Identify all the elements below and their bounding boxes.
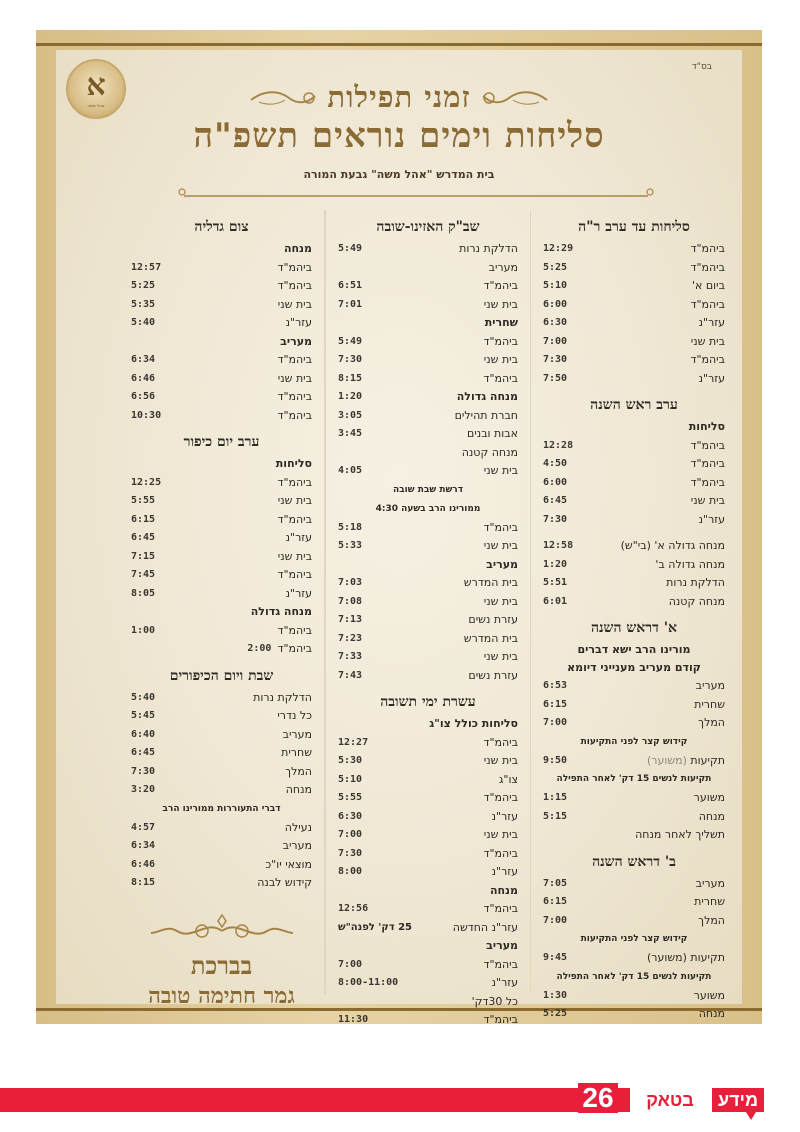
gold-frame [36,30,762,1024]
brand-name-part-2: בטאק [630,1088,710,1112]
section-title-shabbat-yom-kippur: שבת ויום הכיפורים [169,667,274,684]
time-row: כל 30דק' [471,994,518,1008]
time-row: ביהמ"ד 6:00 [543,475,725,489]
brand-name-part-1: מידע [712,1088,764,1112]
time-row: ביהמ"ד 6:15 [131,512,312,526]
time-row: מנחה 5:25 [543,1007,725,1020]
section-title-rh-day-1: א' דראש השנה [590,620,678,636]
spacer [543,529,725,537]
time-row: עזר"נ 7:50 [543,371,725,385]
blessing-block [131,911,312,1011]
time-row: ביהמ"ד 6:56 [131,390,312,403]
time-row: בית שני 5:55 [131,494,312,507]
subhead-maariv: מעריב [486,557,518,571]
time-row: עזר"נ 8:05 [131,586,312,600]
section-title-slichot-until-erev-rh: סליחות עד ערב ר"ה [578,219,690,235]
time-row: מנחה גדולה א' (בי"ש) 12:58 [543,539,725,552]
section-title-aseret-yemei-teshuva: עשרת ימי תשובה [380,694,476,710]
time-row: מעריב 7:05 [543,876,725,890]
time-row: ביהמ"ד 10:30 [131,408,312,422]
time-row: ביהמ"ד 12:27 [338,735,518,749]
time-row: ביהמ"ד 11:30 [338,1013,518,1026]
time-row: בית שני 7:01 [338,297,518,311]
subhead-maariv: מעריב [486,939,518,952]
title-row [56,80,742,115]
tekiot-row: תקיעות (משוער) 9:45 [543,951,725,964]
subhead-row: מעריב [488,260,518,274]
time-row: עזר"נ 5:40 [131,316,312,329]
schedule-columns [108,210,737,1026]
time-row: בית שני 6:45 [543,494,725,507]
time-row: מנחה קטנה 6:01 [543,594,725,608]
time-row: אבות ובנים 3:45 [338,427,518,440]
time-row: ביהמ"ד 8:15 [338,371,518,385]
logo-caption: אהל משה [87,102,105,108]
time-row: הדלקת נרות 5:49 [338,242,518,255]
time-row: ביהמ"ד 7:30 [543,353,725,366]
time-row: ביהמ"ד 12:25 [131,475,312,489]
drasha-note-line-2: ממורינו הרב בשעה 4:30 [375,503,481,514]
time-row: בית שני 6:46 [131,371,312,385]
time-row: מנחה 5:15 [543,809,725,823]
time-row: מוצאי יו"כ 6:46 [131,857,312,871]
time-row: עזרת נשים 7:43 [338,668,518,682]
section-title-shabbat-shuva: שב"ק האזינו-שובה [376,219,480,235]
time-row: בית שני 5:35 [131,297,312,311]
footer-red-bar [0,1088,640,1112]
time-row: ביהמ"ד 5:25 [131,279,312,292]
time-row: מנחה גדולה 1:20 [338,390,518,403]
subhead-mincha-gedola: מנחה גדולה [250,605,312,618]
time-row: ביהמ"ד 12:29 [543,242,725,255]
women-tekiot-note: תקיעות לנשים 15 דק' לאחר התפילה [556,774,712,784]
time-row: עזר"נ 8:00-11:00 [338,976,518,989]
flourish-left-icon [249,88,319,108]
subhead-mincha: מנחה [489,883,518,897]
kiddush-note: קידוש קצר לפני התקיעות [580,934,688,944]
rav-note-line-2: קודם מעריב מענייני דיומא [567,661,701,674]
time-row: עזר"נ 8:00 [338,865,518,878]
time-row: בית שני 4:05 [338,464,518,477]
time-row: ביהמ"ד 1:00 [131,623,312,637]
time-row: כל נדרי 5:45 [131,709,312,722]
time-row: ביהמ"ד 6:34 [131,353,312,366]
time-row: בית שני 5:33 [338,539,518,552]
time-row: עזר"נ החדשה 25 דק' לפנה"ש [338,920,518,934]
time-row: ביהמ"ד 6:51 [338,279,518,292]
time-row: שחרית 6:45 [131,746,312,759]
time-row: ביהמ"ד 5:49 [338,334,518,348]
time-row: שחרית 6:15 [543,697,725,711]
schedule-poster [56,50,742,1026]
women-tekiot-note: תקיעות לנשים 15 דק' לאחר התפילה [556,971,712,982]
time-row: עזר"נ 6:30 [338,809,518,823]
time-row: ביהמ"ד 4:50 [543,457,725,470]
time-row: ביהמ"ד 12:56 [338,902,518,915]
title-line-2: סליחות וימים נוראים תשפ"ה [193,116,605,156]
time-row: עזר"נ 6:30 [543,316,725,329]
time-row: ביהמ"ד 5:18 [338,520,518,534]
title-line-1: זמני תפילות [327,80,471,114]
decorative-rule-icon [176,188,656,198]
ornament-icon [147,911,297,945]
time-row: ביהמ"ד 12:57 [131,260,312,274]
page-number: 26 [578,1083,618,1113]
frame-top-line [36,43,762,46]
section-title-erev-yom-kippur: ערב יום כיפור [183,434,260,450]
bsd-mark: בס"ד [691,62,712,72]
section-title-tzom-gedalia: צום גדליה [194,219,249,235]
time-row: עזר"נ 6:45 [131,531,312,544]
subhead-shacharit: שחרית [484,316,518,329]
aleph-logo-icon: א [86,67,106,103]
subhead-maariv: מעריב [280,334,312,348]
time-row: שחרית 6:15 [543,895,725,908]
time-row: נעילה 4:57 [131,820,312,834]
time-row: חברת תהילים 3:05 [338,408,518,422]
time-row: ביהמ"ד 7:30 [338,846,518,860]
time-row: בית שני 7:15 [131,549,312,563]
section-title-erev-rosh-hashana: ערב ראש השנה [590,397,678,413]
time-row: בית המדרש 7:23 [338,631,518,645]
time-row: משוער 1:15 [543,791,725,804]
section-title-rh-day-2: ב' דראש השנה [592,853,676,870]
blessing-line-1: בברכת [190,950,253,980]
time-row: מנחה 3:20 [131,783,312,796]
time-row: עזרת נשים 7:13 [338,613,518,626]
time-row: המלך 7:00 [543,913,725,927]
time-row: המלך 7:00 [543,716,725,729]
column-left [119,210,325,1009]
speech-tail-icon [746,1112,756,1120]
time-row: בית שני 7:00 [338,828,518,841]
time-row: בית שני 7:33 [338,650,518,663]
time-row: מנחה גדולה ב' 1:20 [543,557,725,571]
rav-address-note: דברי התעוררות ממורינו הרב [162,803,281,814]
time-row: בית המדרש 7:03 [338,576,518,589]
column-middle [325,210,531,1026]
time-row: ביהמ"ד 12:28 [543,438,725,452]
time-row: ביהמ"ד 5:25 [543,260,725,274]
time-row: בית שני 7:30 [338,353,518,366]
blessing-line-2: גמר חתימה טובה [148,982,295,1009]
time-row: ביהמ"ד 5:55 [338,791,518,804]
subhead-slichot: סליחות [688,420,725,433]
subtitle: בית המדרש "אהל משה" גבעת המורה [303,168,495,181]
time-row: תשליך לאחר מנחה [635,828,725,841]
tekiot-row: תקיעות (משוער) 9:50 [543,753,725,767]
time-row: ביהמ"ד 7:45 [131,568,312,581]
time-row: מנחה קטנה [461,445,518,459]
time-row: ביהמ"ד 7:00 [338,957,518,971]
time-row: הדלקת נרות 5:51 [543,576,725,589]
time-row: קידוש לבנה 8:15 [131,876,312,889]
subhead-slichot: סליחות כולל צו"ג [429,717,518,730]
subhead-mincha: מנחה [283,242,312,255]
subhead-slichot: סליחות [275,457,312,470]
kiddush-note: קידוש קצר לפני התקיעות [580,736,688,747]
time-row: ביום א' 5:10 [543,279,725,292]
rav-note-line-1: מורינו הרב ישא דברים [577,643,691,656]
time-row: עזר"נ 7:30 [543,512,725,526]
time-row: בית שני 7:08 [338,594,518,608]
time-row: ביהמ"ד 6:00 [543,297,725,311]
time-row: בית שני 7:00 [543,334,725,348]
time-row: מעריב 6:53 [543,679,725,692]
flourish-right-icon [479,88,549,108]
time-row: בית שני 5:30 [338,754,518,767]
drasha-note-line-1: דרשת שבת שובה [393,484,463,495]
time-row: משוער 1:30 [543,988,725,1002]
time-row: מעריב 6:40 [131,727,312,741]
time-row: מעריב 6:34 [131,839,312,852]
time-row: צו"ג 5:10 [338,772,518,786]
time-row: הדלקת נרות 5:40 [131,690,312,704]
column-right [531,210,737,1020]
time-row-inline: ביהמ"ד 2:00 [247,642,312,655]
time-row: המלך 7:30 [131,764,312,778]
